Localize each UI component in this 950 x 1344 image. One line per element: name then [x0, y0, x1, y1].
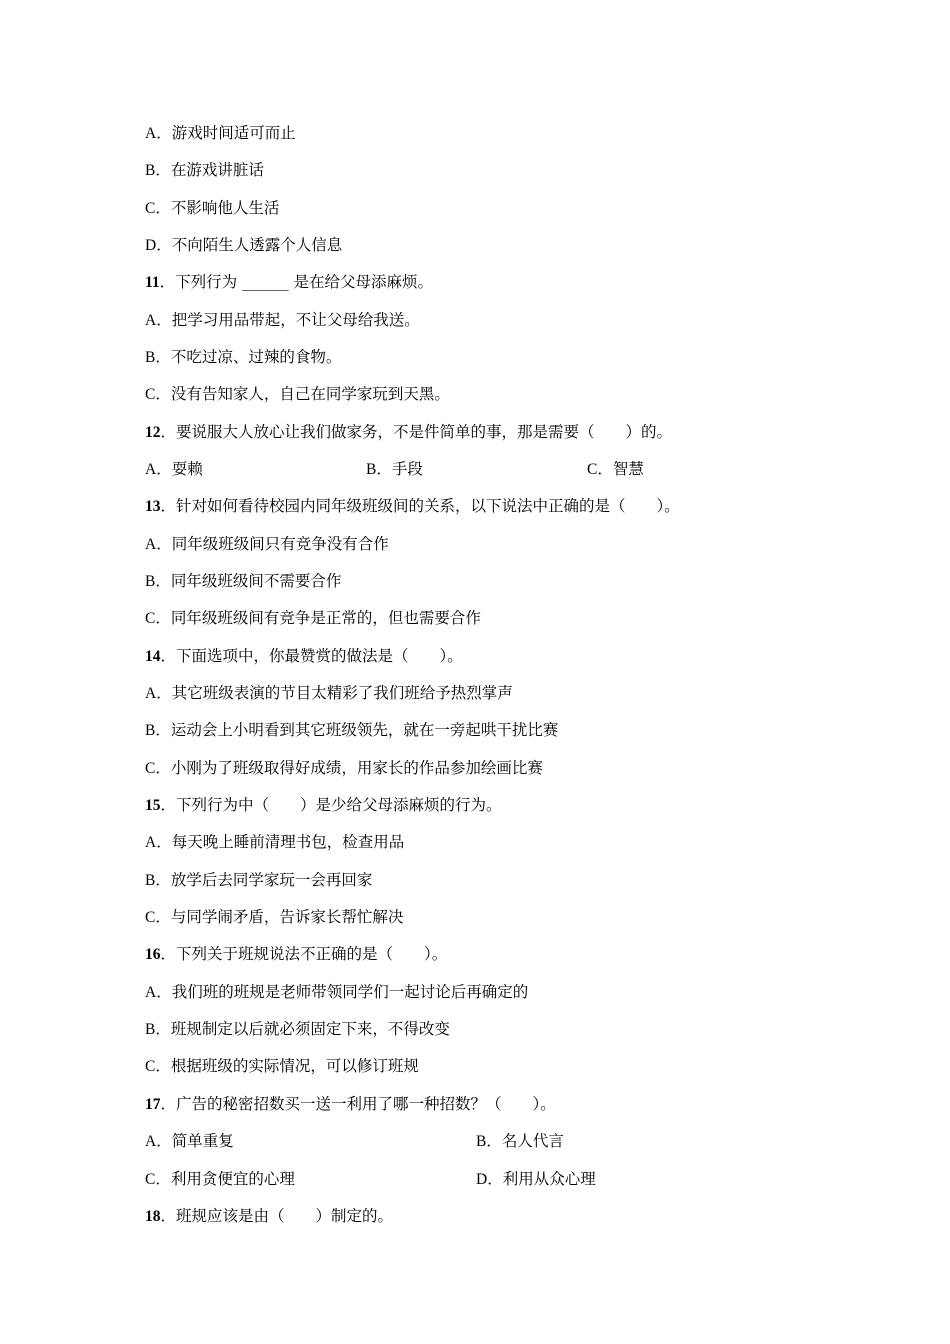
option-label: B． [145, 722, 171, 739]
q15-option-a [145, 830, 404, 854]
option-label: D． [476, 1171, 503, 1188]
q10-option-a [145, 121, 296, 145]
option-text: 班规制定以后就必须固定下来，不得改变 [170, 1020, 450, 1038]
question-number: 17 [145, 1096, 161, 1113]
question-text: ．下列行为 ______ 是在给父母添麻烦。 [159, 273, 434, 291]
option-text: 同年级班级间不需要合作 [170, 572, 342, 590]
question-17 [145, 1092, 556, 1116]
option-label: C． [145, 760, 171, 777]
option-text: 利用贪便宜的心理 [170, 1170, 295, 1188]
q16-option-c [145, 1054, 419, 1078]
option-text: 利用从众心理 [502, 1170, 596, 1188]
option-text: 耍赖 [171, 460, 203, 478]
q10-option-c [145, 196, 279, 220]
option-text: 其它班级表演的节目太精彩了我们班给予热烈掌声 [171, 684, 513, 702]
q13-option-a [145, 532, 389, 556]
option-label: B． [145, 872, 171, 889]
q11-option-b [145, 345, 341, 369]
question-text: ．要说服大人放心让我们做家务，不是件简单的事，那是需要（ ）的。 [160, 423, 673, 441]
question-text: ．广告的秘密招数买一送一利用了哪一种招数？（ ）。 [160, 1095, 556, 1113]
option-label: C． [145, 1171, 171, 1188]
option-label: C． [587, 461, 613, 478]
q14-option-c [145, 756, 543, 780]
question-number: 16 [145, 946, 161, 963]
q16-option-a [145, 980, 528, 1004]
question-number: 18 [145, 1208, 161, 1225]
q14-option-b [145, 718, 558, 742]
q10-option-d [145, 233, 342, 257]
q10-option-b [145, 158, 264, 182]
question-18 [145, 1204, 393, 1228]
q17-option-b [476, 1129, 564, 1153]
option-label: A． [145, 685, 172, 702]
question-text: ．针对如何看待校园内同年级班级间的关系，以下说法中正确的是（ ）。 [160, 497, 680, 515]
option-text: 不影响他人生活 [170, 199, 280, 217]
option-label: B． [366, 461, 392, 478]
q11-option-c [145, 382, 450, 406]
option-label: B． [145, 1021, 171, 1038]
option-label: A． [145, 461, 172, 478]
question-15 [145, 793, 502, 817]
question-text: ．下面选项中，你最赞赏的做法是（ ）。 [160, 647, 463, 665]
question-number: 15 [145, 797, 161, 814]
q14-option-a [145, 681, 513, 705]
option-label: A． [145, 834, 172, 851]
option-label: B． [145, 573, 171, 590]
q15-option-b [145, 868, 372, 892]
option-text: 游戏时间适可而止 [171, 124, 296, 142]
option-text: 智慧 [612, 460, 644, 478]
question-text: ．班规应该是由（ ）制定的。 [160, 1207, 394, 1225]
option-text: 不吃过凉、过辣的食物。 [170, 348, 342, 366]
option-text: 根据班级的实际情况，可以修订班规 [170, 1057, 419, 1075]
q15-option-c [145, 905, 403, 929]
q12-option-b [366, 457, 423, 481]
option-text: 我们班的班规是老师带领同学们一起讨论后再确定的 [171, 983, 529, 1001]
option-text: 放学后去同学家玩一会再回家 [170, 871, 373, 889]
option-text: 没有告知家人，自己在同学家玩到天黑。 [170, 385, 450, 403]
option-label: C． [145, 909, 171, 926]
q16-option-b [145, 1017, 450, 1041]
option-text: 简单重复 [171, 1132, 234, 1150]
option-label: A． [145, 312, 172, 329]
option-text: 小刚为了班级取得好成绩，用家长的作品参加绘画比赛 [170, 759, 543, 777]
option-text: 把学习用品带起，不让父母给我送。 [171, 311, 420, 329]
question-number: 11 [145, 274, 160, 291]
option-text: 名人代言 [501, 1132, 564, 1150]
option-label: B． [476, 1133, 502, 1150]
option-text: 不向陌生人透露个人信息 [171, 236, 343, 254]
q12-option-c [587, 457, 644, 481]
question-14 [145, 644, 463, 668]
option-label: C． [145, 386, 171, 403]
q12-option-a [145, 457, 203, 481]
option-label: C． [145, 610, 171, 627]
q13-option-b [145, 569, 341, 593]
option-label: A． [145, 1133, 172, 1150]
option-text: 与同学闹矛盾，告诉家长帮忙解决 [170, 908, 404, 926]
question-11 [145, 270, 433, 294]
question-16 [145, 942, 447, 966]
q17-option-a [145, 1129, 234, 1153]
option-text: 在游戏讲脏话 [170, 161, 264, 179]
question-12 [145, 420, 672, 444]
question-number: 12 [145, 424, 161, 441]
q17-option-c [145, 1167, 295, 1191]
option-label: A． [145, 984, 172, 1001]
option-label: D． [145, 237, 172, 254]
option-text: 同年级班级间有竞争是正常的，但也需要合作 [170, 609, 481, 627]
option-text: 同年级班级间只有竞争没有合作 [171, 535, 389, 553]
option-text: 每天晚上睡前清理书包，检查用品 [171, 833, 405, 851]
option-label: A． [145, 125, 172, 142]
question-text: ．下列行为中（ ）是少给父母添麻烦的行为。 [160, 796, 502, 814]
option-label: B． [145, 349, 171, 366]
q13-option-c [145, 606, 481, 630]
question-number: 13 [145, 498, 161, 515]
option-label: C． [145, 1058, 171, 1075]
option-label: B． [145, 162, 171, 179]
question-text: ．下列关于班规说法不正确的是（ ）。 [160, 945, 448, 963]
question-number: 14 [145, 648, 161, 665]
question-13 [145, 494, 680, 518]
option-label: A． [145, 536, 172, 553]
option-text: 运动会上小明看到其它班级领先，就在一旁起哄干扰比赛 [170, 721, 559, 739]
q17-option-d [476, 1167, 596, 1191]
option-label: C． [145, 200, 171, 217]
q11-option-a [145, 308, 420, 332]
option-text: 手段 [391, 460, 423, 478]
